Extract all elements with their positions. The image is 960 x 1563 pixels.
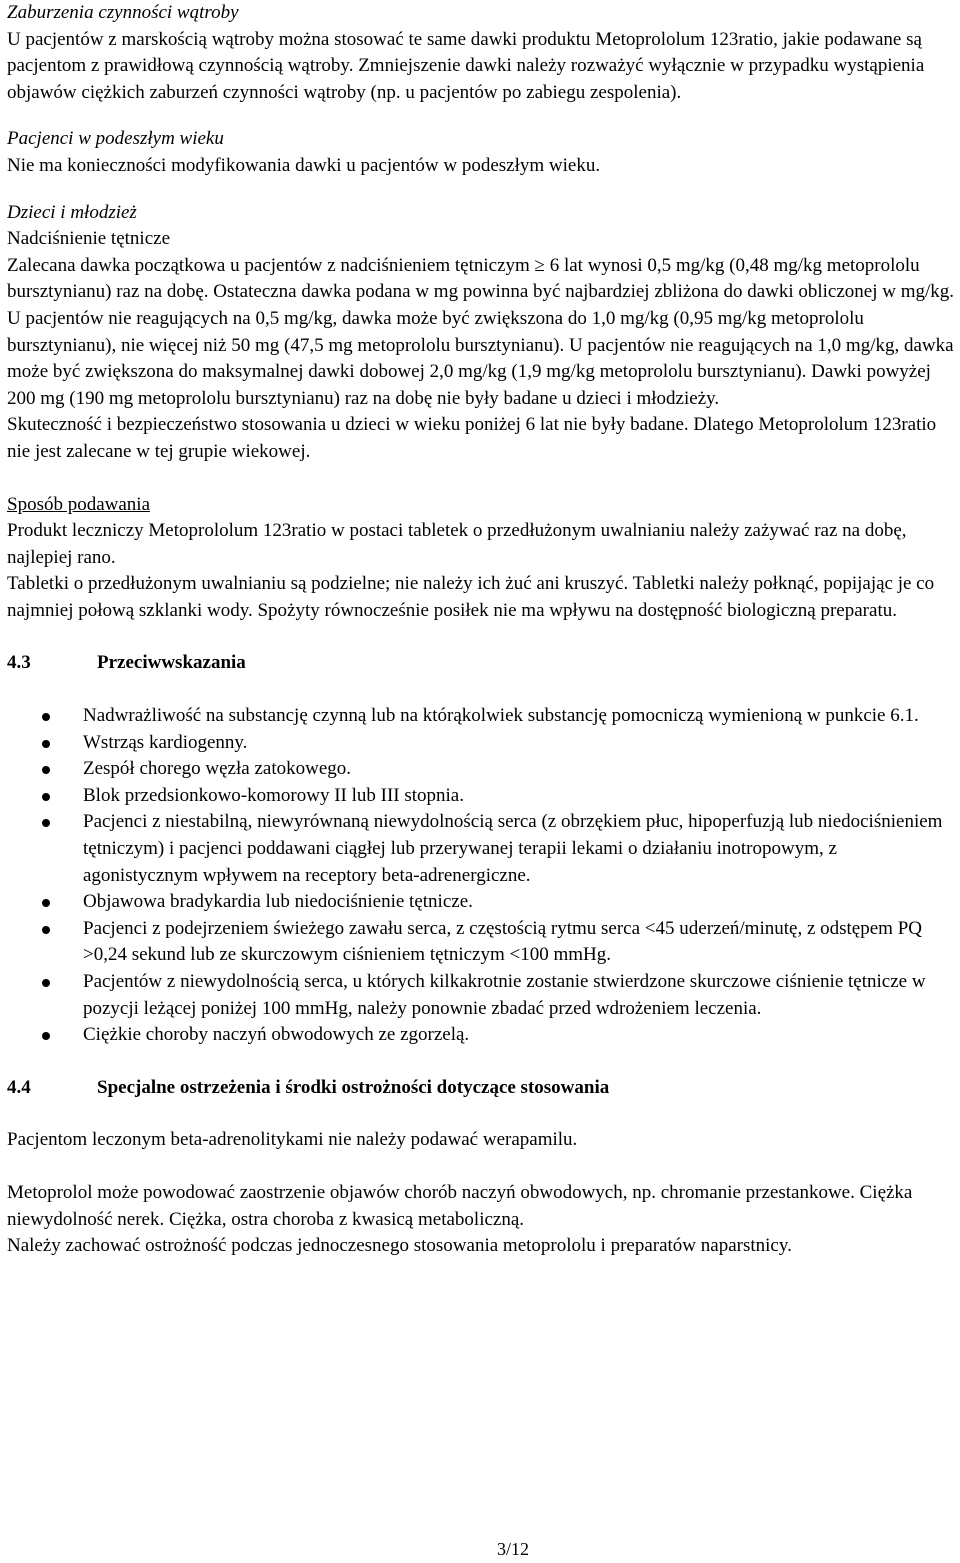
list-item: Pacjentów z niewydolnością serca, u których kilkakrotnie zostanie stwierdzone skurczowe ciśnienie tętnicze w pozycji leżącej poniżej 100 mmHg, należy ponownie zbadać przed wdrożeniem leczenia. (7, 969, 955, 1022)
administration-text-1: Produkt leczniczy Metoprololum 123ratio w postaci tabletek o przedłużonym uwalnianiu należy zażywać raz na dobę, najlepiej rano. (7, 520, 907, 568)
warnings-text-2: Metoprolol może powodować zaostrzenie objawów chorób naczyń obwodowych, np. chromanie przestankowe. Ciężka niewydolność nerek. Ciężka, ostra choroba z kwasicą metaboliczną. (7, 1181, 913, 1230)
liver-text: U pacjentów z marskością wątroby można stosować te same dawki produktu Metoprololum 123ratio, jakie podawane są pacjentom z prawidłową czynnością wątroby. Zmniejszenie dawki należy rozważyć wyłącznie w przypadku wystąpienia objawów ciężkich zaburzeń czynności wątroby (np. u pacjentów po zabiegu zespolenia). (7, 28, 925, 103)
section-title: Specjalne ostrzeżenia i środki ostrożności dotyczące stosowania (97, 1076, 610, 1098)
contraindications-list (7, 703, 955, 1049)
section-4-4-heading (7, 1075, 955, 1102)
section-number: 4.3 (7, 652, 31, 674)
list-item: Ciężkie choroby naczyń obwodowych ze zgorzelą. (7, 1022, 955, 1049)
page-number: 3/12 (496, 1539, 529, 1559)
section-number: 4.4 (7, 1076, 31, 1098)
children-heading: Dzieci i młodzież (7, 201, 137, 223)
section-4-3-heading (7, 650, 955, 677)
children-text-2: Skuteczność i bezpieczeństwo stosowania u dzieci w wieku poniżej 6 lat nie były badane. Dlatego Metoprololum 123ratio nie jest zalecane w tej grupie wiekowej. (7, 414, 937, 462)
list-item: Blok przedsionkowo-komorowy II lub III stopnia. (7, 783, 955, 810)
list-item: Pacjenci z niestabilną, niewyrównaną niewydolnością serca (z obrzękiem płuc, hipoperfuzją lub niedociśnieniem tętniczym) i pacjenci poddawani ciągłej lub przerywanej terapii lekami o działaniu inotropowym, z agonistycznym wpływem na receptory beta-adrenergiczne. (7, 809, 955, 889)
warnings-text-1: Pacjentom leczonym beta-adrenolitykami nie należy podawać werapamilu. (7, 1129, 578, 1151)
list-item: Nadwrażliwość na substancję czynną lub na którąkolwiek substancję pomocniczą wymienioną w punkcie 6.1. (7, 703, 955, 730)
document-page (7, 0, 955, 1260)
administration-heading: Sposób podawania (7, 493, 151, 515)
elderly-text: Nie ma konieczności modyfikowania dawki u pacjentów w podeszłym wieku. (7, 154, 601, 176)
list-item: Wstrząs kardiogenny. (7, 730, 955, 757)
warnings-text-3: Należy zachować ostrożność podczas jednoczesnego stosowania metoprololu i preparatów naparstnicy. (7, 1235, 792, 1257)
list-item: Pacjenci z podejrzeniem świeżego zawału serca, z częstością rytmu serca <45 uderzeń/minutę, z odstępem PQ >0,24 sekund lub ze skurczowym ciśnieniem tętniczym <100 mmHg. (7, 916, 955, 969)
liver-heading: Zaburzenia czynności wątroby (7, 2, 239, 23)
list-item: Objawowa bradykardia lub niedociśnienie tętnicze. (7, 889, 955, 916)
section-title: Przeciwwskazania (97, 652, 246, 674)
list-item: Zespół chorego węzła zatokowego. (7, 756, 955, 783)
administration-text-2: Tabletki o przedłużonym uwalnianiu są podzielne; nie należy ich żuć ani kruszyć. Tabletki należy połknąć, popijając je co najmniej połową szklanki wody. Spożyty równocześnie posiłek nie ma wpływu na dostępność biologiczną preparatu. (7, 573, 935, 621)
children-subheading: Nadciśnienie tętnicze (7, 228, 171, 250)
elderly-heading: Pacjenci w podeszłym wieku (7, 128, 224, 150)
children-text: Zalecana dawka początkowa u pacjentów z nadciśnieniem tętniczym ≥ 6 lat wynosi 0,5 mg/kg (0,48 mg/kg metoprololu bursztynianu) raz na dobę. Ostateczna dawka podana w mg powinna być najbardziej zbliżona do dawki obliczonej w mg/kg. U pacjentów nie reagujących na 0,5 mg/kg, dawka może być zwiększona do 1,0 mg/kg (0,95 mg/kg metoprololu bursztynianu), nie więcej niż 50 mg (47,5 mg metoprololu bursztynianu). U pacjentów nie reagujących na 1,0 mg/kg, dawka może być zwiększona do maksymalnej dawki dobowej 2,0 mg/kg (1,9 mg/kg metoprololu bursztynianu). Dawki powyżej 200 mg (190 mg metoprololu bursztynianu) raz na dobę nie były badane u dzieci i młodzieży. (7, 254, 955, 409)
